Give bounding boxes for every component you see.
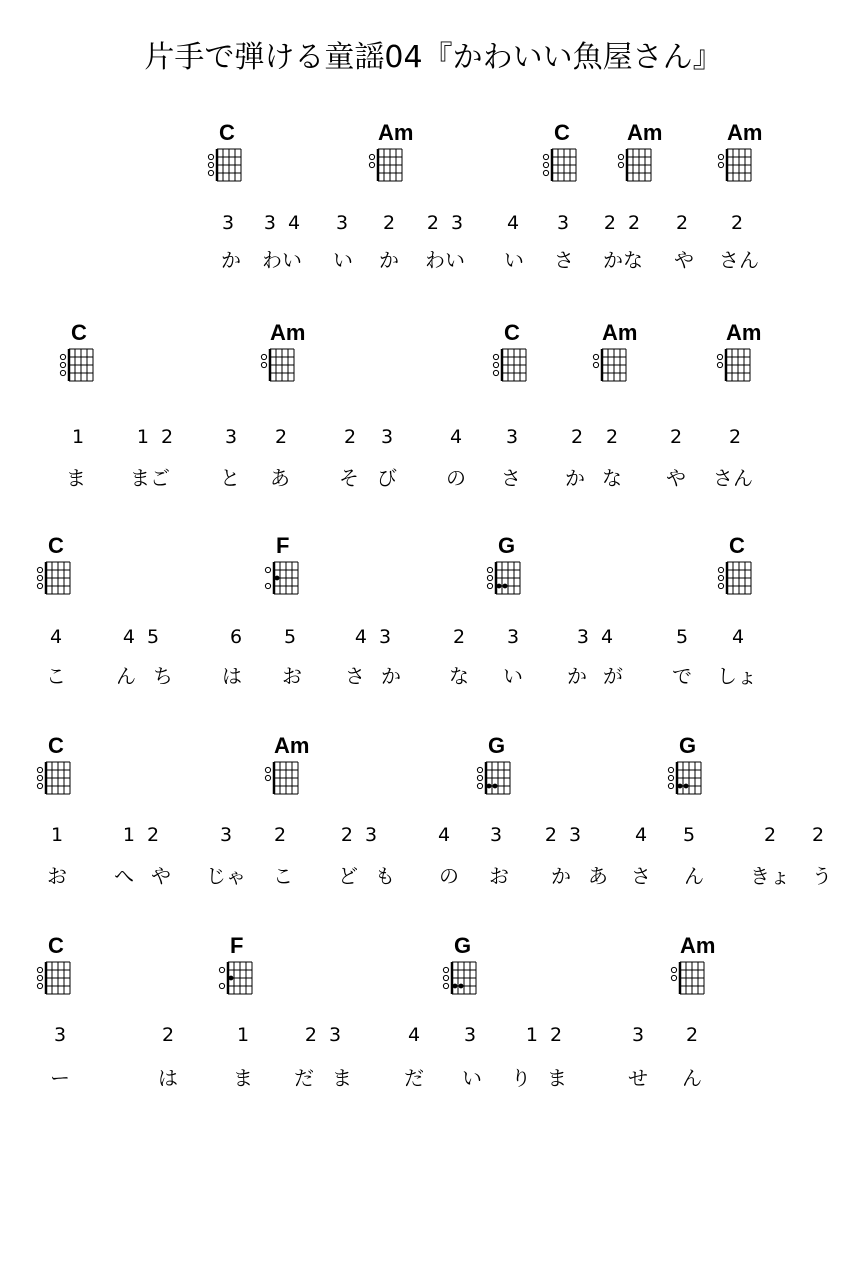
chord-box <box>668 933 728 999</box>
fret-number: 4 3 <box>354 626 392 648</box>
chord-diagram-icon <box>216 959 258 999</box>
chord-diagram-icon <box>615 146 657 186</box>
fret-number: 3 4 <box>263 212 301 234</box>
lyric-syllable: ま <box>66 466 86 490</box>
open-string-marker <box>37 975 42 980</box>
lyric-syllable: い <box>503 664 523 688</box>
open-string-marker <box>593 362 598 367</box>
chord-box <box>490 320 550 386</box>
open-string-marker <box>487 583 492 588</box>
lyric-syllable: か <box>551 864 571 888</box>
chord-box <box>484 533 544 599</box>
open-string-marker <box>37 967 42 972</box>
open-string-marker <box>369 154 374 159</box>
open-string-marker <box>493 370 498 375</box>
open-string-marker <box>37 983 42 988</box>
lyric-syllable: だ <box>404 1066 424 1090</box>
chord-box <box>258 320 318 386</box>
fret-number: 3 <box>506 626 520 648</box>
open-string-marker <box>668 783 673 788</box>
fret-number: 2 <box>669 426 683 448</box>
fret-number: 5 <box>283 626 297 648</box>
fret-number: 6 <box>229 626 243 648</box>
finger-dot <box>493 784 498 789</box>
open-string-marker <box>37 783 42 788</box>
chord-diagram-icon <box>57 346 99 386</box>
open-string-marker <box>493 362 498 367</box>
fret-number: 2 <box>382 212 396 234</box>
chord-name: C <box>554 120 570 145</box>
fret-number: 2 <box>685 1024 699 1046</box>
lyric-syllable: さ <box>501 466 521 490</box>
open-string-marker <box>37 583 42 588</box>
lyric-syllable: まご <box>130 466 170 490</box>
open-string-marker <box>671 967 676 972</box>
lyric-syllable: ん <box>684 864 704 888</box>
finger-dot <box>453 984 458 989</box>
fret-number: 3 <box>463 1024 477 1046</box>
lyric-syllable: は <box>222 664 242 688</box>
chord-box <box>474 733 534 799</box>
fret-number: 1 2 <box>525 1024 563 1046</box>
open-string-marker <box>543 154 548 159</box>
fret-number: 2 <box>343 426 357 448</box>
lyric-syllable: わい <box>425 248 465 272</box>
lyric-syllable: と <box>220 466 240 490</box>
fret-number: 1 <box>71 426 85 448</box>
lyric-syllable: だ <box>294 1066 314 1090</box>
open-string-marker <box>718 162 723 167</box>
open-string-marker <box>265 767 270 772</box>
open-string-marker <box>443 983 448 988</box>
chord-box <box>665 733 725 799</box>
open-string-marker <box>618 154 623 159</box>
chord-name: Am <box>378 120 414 145</box>
fret-number: 2 <box>274 426 288 448</box>
chord-diagram-icon <box>665 759 707 799</box>
chord-name: C <box>48 533 64 558</box>
chord-name: F <box>276 533 290 558</box>
chord-name: G <box>498 533 516 558</box>
open-string-marker <box>487 567 492 572</box>
fret-number: 3 <box>505 426 519 448</box>
fret-number: 4 <box>449 426 463 448</box>
chord-name: F <box>230 933 244 958</box>
page-title: 片手で弾ける童謡04『かわいい魚屋さん』 <box>144 40 723 75</box>
open-string-marker <box>369 162 374 167</box>
fret-number: 4 5 <box>122 626 160 648</box>
fret-number: 3 <box>489 824 503 846</box>
fret-number: 3 <box>335 212 349 234</box>
lyric-syllable: さん <box>713 466 753 490</box>
fret-number: 2 <box>675 212 689 234</box>
fret-number: 2 <box>452 626 466 648</box>
lyric-syllable: じゃ <box>206 864 246 888</box>
chord-name: Am <box>727 120 763 145</box>
open-string-marker <box>60 354 65 359</box>
open-string-marker <box>208 162 213 167</box>
chord-name: C <box>219 120 235 145</box>
chord-name: Am <box>274 733 310 758</box>
chord-diagram-icon <box>715 559 757 599</box>
chord-name: G <box>454 933 472 958</box>
lyric-syllable: も <box>375 864 395 888</box>
finger-dot <box>497 584 502 589</box>
chord-diagram-icon <box>34 559 76 599</box>
finger-dot <box>275 576 280 581</box>
lyric-syllable: り <box>511 1066 531 1090</box>
lyric-syllable: かな <box>603 248 643 272</box>
finger-dot <box>487 784 492 789</box>
finger-dot <box>684 784 689 789</box>
open-string-marker <box>718 583 723 588</box>
open-string-marker <box>208 170 213 175</box>
open-string-marker <box>718 567 723 572</box>
chord-diagram-icon <box>668 959 710 999</box>
lyric-syllable: さん <box>719 248 759 272</box>
chord-box <box>262 733 322 799</box>
open-string-marker <box>261 354 266 359</box>
chord-name: C <box>71 320 87 345</box>
chord-diagram-icon <box>484 559 526 599</box>
fret-number: 2 <box>570 426 584 448</box>
lyric-syllable: か <box>221 248 241 272</box>
open-string-marker <box>717 362 722 367</box>
fret-number: 1 2 <box>136 426 174 448</box>
lyric-syllable: しょ <box>717 664 757 688</box>
lyric-syllable: わい <box>262 248 302 272</box>
lyric-syllable: な <box>449 664 469 688</box>
fret-number: 3 <box>556 212 570 234</box>
fret-number: 3 <box>631 1024 645 1046</box>
fret-number: 4 <box>437 824 451 846</box>
lyric-syllable: な <box>602 466 622 490</box>
open-string-marker <box>265 775 270 780</box>
open-string-marker <box>668 767 673 772</box>
chord-box <box>262 533 322 599</box>
finger-dot <box>678 784 683 789</box>
chord-diagram-icon <box>258 346 300 386</box>
chord-name: Am <box>270 320 306 345</box>
open-string-marker <box>37 767 42 772</box>
lyric-syllable: び <box>377 466 397 490</box>
finger-dot <box>459 984 464 989</box>
fret-number: 3 <box>380 426 394 448</box>
lyric-syllable: や <box>674 248 694 272</box>
chord-diagram-icon <box>262 559 304 599</box>
chord-name: G <box>488 733 506 758</box>
lyric-syllable: さ <box>631 864 651 888</box>
finger-dot <box>229 976 234 981</box>
open-string-marker <box>543 162 548 167</box>
open-string-marker <box>219 967 224 972</box>
fret-number: 5 <box>675 626 689 648</box>
chord-box <box>366 120 426 186</box>
open-string-marker <box>671 975 676 980</box>
chord-box <box>615 120 675 186</box>
lyric-syllable: の <box>446 466 466 490</box>
chord-name: Am <box>602 320 638 345</box>
lyric-syllable: お <box>489 864 509 888</box>
lyric-syllable: あ <box>270 466 290 490</box>
fret-number: 4 <box>407 1024 421 1046</box>
lyric-syllable: が <box>603 664 623 688</box>
open-string-marker <box>493 354 498 359</box>
chord-box <box>540 120 600 186</box>
lyric-syllable: か <box>567 664 587 688</box>
lyric-syllable: は <box>158 1066 178 1090</box>
lyric-syllable: さ <box>345 664 365 688</box>
fret-number: 2 3 <box>544 824 582 846</box>
open-string-marker <box>37 567 42 572</box>
chord-diagram-icon <box>715 146 757 186</box>
open-string-marker <box>261 362 266 367</box>
chord-diagram-icon <box>440 959 482 999</box>
fret-number: 3 <box>53 1024 67 1046</box>
chord-name: Am <box>680 933 716 958</box>
chord-box <box>57 320 117 386</box>
chord-box <box>34 533 94 599</box>
lyric-syllable: う <box>812 864 832 888</box>
open-string-marker <box>60 362 65 367</box>
lyric-syllable: ん <box>116 664 136 688</box>
lyric-syllable: い <box>462 1066 482 1090</box>
chord-diagram-icon <box>34 759 76 799</box>
open-string-marker <box>718 575 723 580</box>
lyric-syllable: きょ <box>750 864 790 888</box>
chord-diagram-icon <box>714 346 756 386</box>
chord-diagram-icon <box>262 759 304 799</box>
open-string-marker <box>477 775 482 780</box>
open-string-marker <box>717 354 722 359</box>
chord-box <box>440 933 500 999</box>
open-string-marker <box>543 170 548 175</box>
lyric-syllable: い <box>333 248 353 272</box>
lyric-syllable: そ <box>339 466 359 490</box>
fret-number: 2 <box>730 212 744 234</box>
lyric-syllable: こ <box>46 664 66 688</box>
fret-number: 4 <box>506 212 520 234</box>
lyric-syllable: ち <box>153 664 173 688</box>
open-string-marker <box>37 575 42 580</box>
lyric-syllable: で <box>672 664 692 688</box>
lyric-syllable: さ <box>554 248 574 272</box>
fret-number: 4 <box>731 626 745 648</box>
chord-box <box>715 120 775 186</box>
fret-number: 4 <box>49 626 63 648</box>
fret-number: 1 <box>50 824 64 846</box>
fret-number: 2 <box>728 426 742 448</box>
lyric-syllable: か <box>565 466 585 490</box>
fret-number: 3 <box>219 824 233 846</box>
lyric-syllable: お <box>47 864 67 888</box>
lyric-syllable: や <box>151 864 171 888</box>
lyric-syllable: あ <box>588 864 608 888</box>
fret-number: 5 <box>682 824 696 846</box>
open-string-marker <box>618 162 623 167</box>
fret-number: 3 <box>221 212 235 234</box>
lyric-syllable: こ <box>273 864 293 888</box>
lyric-syllable: せ <box>628 1066 648 1090</box>
fret-number: 3 <box>224 426 238 448</box>
chord-name: Am <box>726 320 762 345</box>
fret-number: 2 <box>811 824 825 846</box>
lyric-syllable: い <box>504 248 524 272</box>
open-string-marker <box>593 354 598 359</box>
fret-number: 2 <box>161 1024 175 1046</box>
lyric-syllable: か <box>381 664 401 688</box>
fret-number: 2 <box>605 426 619 448</box>
lyric-syllable: へ <box>114 864 134 888</box>
open-string-marker <box>208 154 213 159</box>
chord-diagram-icon <box>366 146 408 186</box>
chord-box <box>715 533 775 599</box>
open-string-marker <box>37 775 42 780</box>
chord-diagram-icon <box>474 759 516 799</box>
fret-number: 3 4 <box>576 626 614 648</box>
open-string-marker <box>219 983 224 988</box>
chord-name: C <box>48 733 64 758</box>
chord-name: C <box>48 933 64 958</box>
open-string-marker <box>443 975 448 980</box>
lyric-syllable: ー <box>50 1066 70 1090</box>
chord-name: G <box>679 733 697 758</box>
chord-diagram-icon <box>205 146 247 186</box>
chord-box <box>590 320 650 386</box>
lyric-syllable: か <box>379 248 399 272</box>
lyric-syllable: ま <box>332 1066 352 1090</box>
chord-name: C <box>504 320 520 345</box>
fret-number: 2 3 <box>304 1024 342 1046</box>
fret-number: 2 2 <box>603 212 641 234</box>
chord-name: C <box>729 533 745 558</box>
fret-number: 2 <box>273 824 287 846</box>
lyric-syllable: ま <box>233 1066 253 1090</box>
open-string-marker <box>265 583 270 588</box>
chord-box <box>34 933 94 999</box>
open-string-marker <box>443 967 448 972</box>
chord-name: Am <box>627 120 663 145</box>
open-string-marker <box>718 154 723 159</box>
fret-number: 2 <box>763 824 777 846</box>
lyric-syllable: ん <box>682 1066 702 1090</box>
chord-diagram-icon <box>490 346 532 386</box>
chord-diagram-icon <box>34 959 76 999</box>
fret-number: 2 3 <box>340 824 378 846</box>
lyric-syllable: ど <box>338 864 358 888</box>
lyric-syllable: お <box>282 664 302 688</box>
open-string-marker <box>477 767 482 772</box>
open-string-marker <box>60 370 65 375</box>
chord-diagram-icon <box>540 146 582 186</box>
fret-number: 1 2 <box>122 824 160 846</box>
finger-dot <box>503 584 508 589</box>
fret-number: 4 <box>634 824 648 846</box>
fret-number: 2 3 <box>426 212 464 234</box>
open-string-marker <box>477 783 482 788</box>
open-string-marker <box>265 567 270 572</box>
open-string-marker <box>487 575 492 580</box>
chord-box <box>34 733 94 799</box>
lyric-syllable: の <box>439 864 459 888</box>
chord-box <box>714 320 774 386</box>
chord-diagram-icon <box>590 346 632 386</box>
chord-box <box>216 933 276 999</box>
open-string-marker <box>668 775 673 780</box>
chord-box <box>205 120 265 186</box>
lyric-syllable: ま <box>547 1066 567 1090</box>
lyric-syllable: や <box>666 466 686 490</box>
fret-number: 1 <box>236 1024 250 1046</box>
